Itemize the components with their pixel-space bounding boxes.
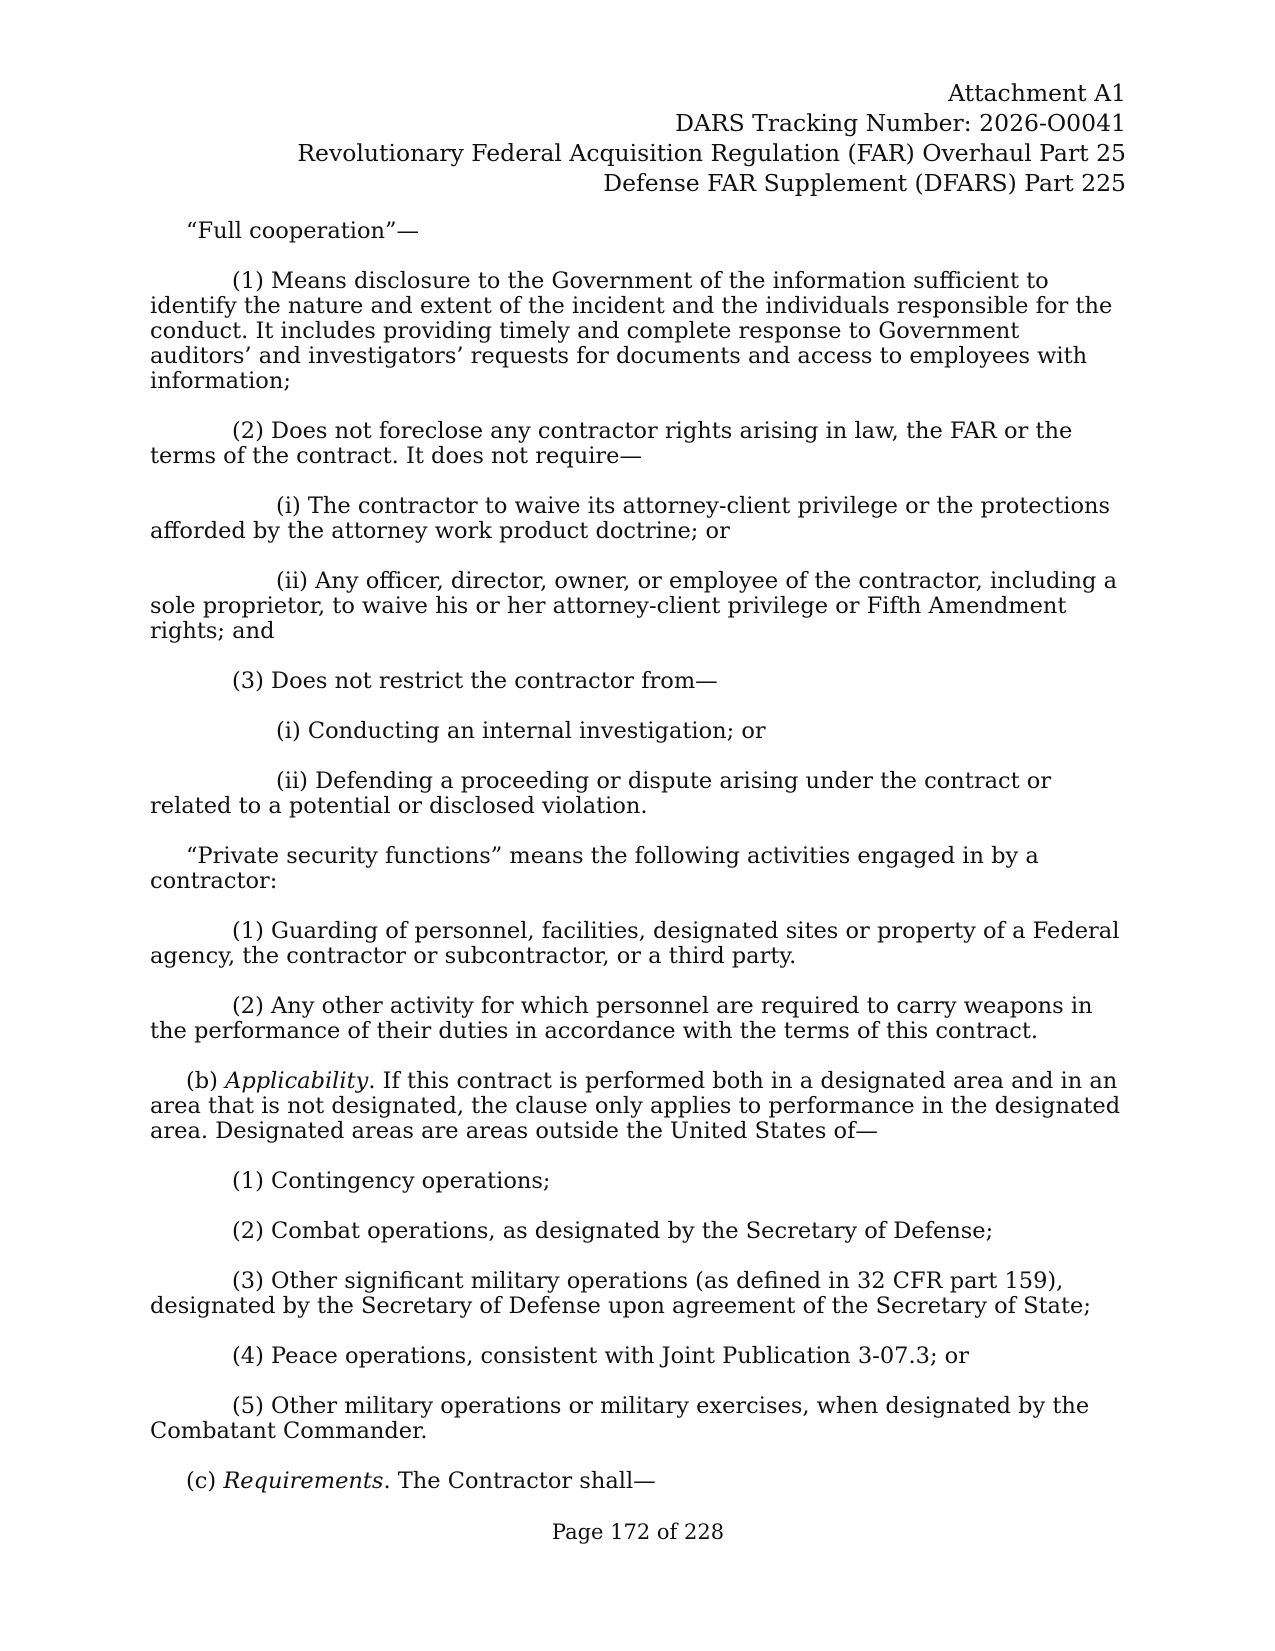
header-attachment: Attachment A1: [948, 79, 1126, 107]
psf-paragraph-1: (1) Guarding of personnel, facilities, designated sites or property of a Federal agency, the contractor or subcontractor, or a third party.: [150, 918, 1120, 969]
header-dfars-part: Defense FAR Supplement (DFARS) Part 225: [603, 169, 1126, 197]
definition-full-cooperation: “Full cooperation”—: [186, 218, 420, 244]
designated-area-4: (4) Peace operations, consistent with Joint Publication 3-07.3; or: [232, 1343, 969, 1369]
designated-area-1: (1) Contingency operations;: [232, 1168, 551, 1194]
designated-area-5: (5) Other military operations or military exercises, when designated by the Combatant Commander.: [150, 1393, 1090, 1444]
header-tracking-number: DARS Tracking Number: 2026-O0041: [675, 109, 1126, 137]
paragraph-3-i: (i) Conducting an internal investigation; or: [276, 718, 766, 744]
paragraph-3-ii: (ii) Defending a proceeding or dispute arising under the contract or related to a potential or disclosed violation.: [150, 768, 1052, 819]
section-c-requirements: [150, 1469, 1126, 1494]
paragraph-2-i: (i) The contractor to waive its attorney-client privilege or the protections afforded by the attorney work product doctrine; or: [150, 493, 1111, 544]
designated-area-3: (3) Other significant military operations (as defined in 32 CFR part 159), designated by the Secretary of Defense upon agreement of the Secretary of State;: [150, 1268, 1091, 1319]
section-b-text: . If this contract is performed both in a designated area and in an area that is not designated, the clause only applies to performance in the designated area. Designated areas are areas outside the United States of—: [150, 1068, 1121, 1144]
header-far-part: Revolutionary Federal Acquisition Regulation (FAR) Overhaul Part 25: [297, 139, 1126, 167]
section-b-heading: Applicability: [225, 1068, 369, 1094]
paragraph-3: (3) Does not restrict the contractor from—: [232, 668, 718, 694]
section-b-applicability: [150, 1069, 1126, 1144]
paragraph-2-ii: (ii) Any officer, director, owner, or employee of the contractor, including a sole proprietor, to waive his or her attorney-client privilege or Fifth Amendment rights; and: [150, 568, 1118, 644]
section-c-text: . The Contractor shall—: [383, 1468, 656, 1494]
document-header: [150, 78, 1126, 198]
paragraph-1: (1) Means disclosure to the Government of the information sufficient to identify the nature and extent of the incident and the individuals responsible for the conduct. It includes providing timely and complete response to Government auditors’ and investigators’ requests for documents and access to employees with information;: [150, 268, 1113, 394]
section-c-heading: Requirements: [223, 1468, 384, 1494]
page-number: Page 172 of 228: [551, 1520, 725, 1544]
document-body: [150, 219, 1126, 1519]
paragraph-2: (2) Does not foreclose any contractor rights arising in law, the FAR or the terms of the contract. It does not require—: [150, 418, 1073, 469]
designated-area-2: (2) Combat operations, as designated by the Secretary of Defense;: [232, 1218, 994, 1244]
definition-private-security-functions: “Private security functions” means the following activities engaged in by a contractor:: [150, 843, 1039, 894]
section-b-label: (b): [186, 1068, 226, 1094]
section-c-label: (c): [186, 1468, 224, 1494]
document-page: [150, 0, 1126, 1651]
psf-paragraph-2: (2) Any other activity for which personnel are required to carry weapons in the performance of their duties in accordance with the terms of this contract.: [150, 993, 1093, 1044]
